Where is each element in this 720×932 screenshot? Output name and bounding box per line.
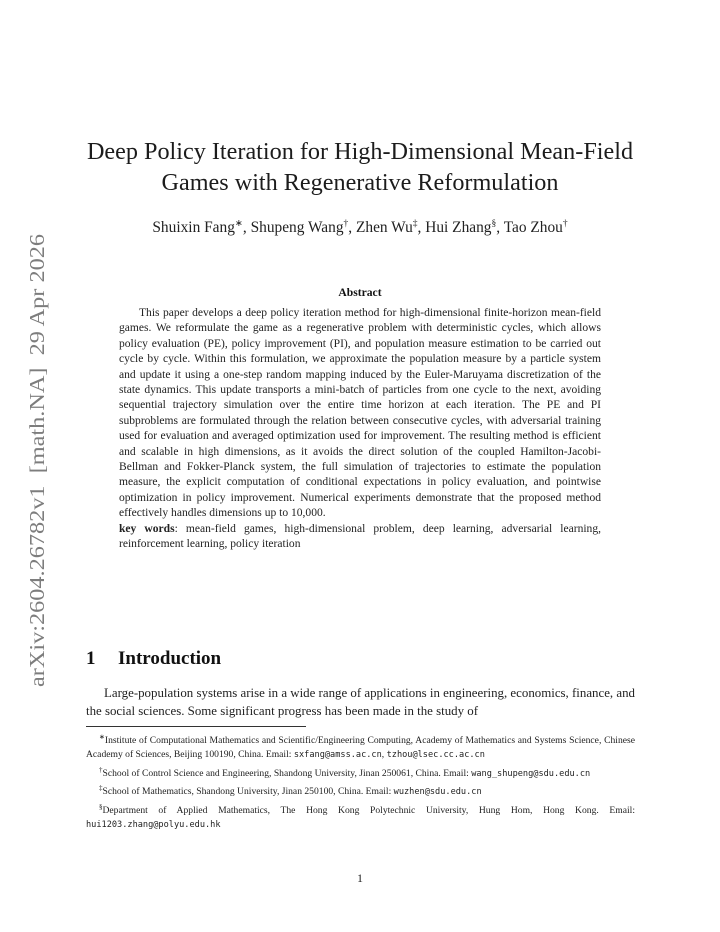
affiliation-mark: ∗ bbox=[234, 219, 243, 229]
affiliation-mark: † bbox=[562, 219, 568, 229]
author-name: Shupeng Wang bbox=[250, 219, 344, 237]
author-separator: , bbox=[496, 219, 504, 237]
author-name: Hui Zhang bbox=[425, 219, 492, 237]
keywords-label: key words bbox=[119, 522, 175, 535]
footnote-mark: ‡ bbox=[99, 784, 103, 793]
footnotes bbox=[86, 730, 635, 833]
email-link[interactable]: tzhou@lsec.cc.ac.cn bbox=[386, 750, 485, 761]
author bbox=[504, 219, 568, 236]
footnote bbox=[86, 800, 635, 833]
arxiv-identifier-vertical bbox=[16, 232, 52, 687]
introduction-paragraph: Large-population systems arise in a wide range of applications in engineering, economics, finance, and the social sciences. Some significant progress has been made in the study of bbox=[86, 686, 635, 718]
author-separator: , bbox=[417, 219, 426, 237]
affiliation-mark: § bbox=[491, 219, 497, 229]
footnote-text: School of Mathematics, Shandong University, Jinan 250100, China. Email: bbox=[102, 786, 394, 798]
author bbox=[251, 219, 356, 236]
paper-title-line-2: Games with Regenerative Reformulation bbox=[161, 169, 559, 196]
author-name: Shuixin Fang bbox=[152, 219, 235, 237]
keywords-list: : mean-field games, high-dimensional problem, deep learning, adversarial learning, reinforcement learning, policy iteration bbox=[119, 522, 601, 551]
author-separator: , bbox=[242, 219, 251, 237]
footnote-mark: § bbox=[99, 802, 103, 811]
section-title: Introduction bbox=[118, 648, 222, 669]
affiliation-mark: ‡ bbox=[412, 219, 418, 229]
author bbox=[425, 219, 503, 236]
footnote-text: Institute of Computational Mathematics and Scientific/Engineering Computing, Academy of Mathematics and Systems Science, Chinese Academy of Sciences, Beijing 100190, China. Email: bbox=[86, 735, 635, 761]
footnote-text: Department of Applied Mathematics, The Hong Kong Polytechnic University, Hung Hom, Hong Kong. Email: bbox=[102, 804, 635, 816]
paper-title bbox=[60, 136, 660, 198]
author-separator: , bbox=[348, 219, 356, 237]
arxiv-identifier bbox=[16, 232, 52, 687]
abstract-body: This paper develops a deep policy iteration method for high-dimensional finite-horizon mean-field games. We reformulate the game as a regenerative problem with deterministic cycles, which allows policy evaluation (PE), policy improvement (PI), and population measure estimation to be carried out cycle by cycle. Within this formulation, we approximate the population measure by a particle system and update it using a one-step random mapping induced by the Euler-Maruyama discretization of the state dynamics. This update transports a mini-batch of particles from one cycle to the next, avoiding sequential trajectory simulation over the entire time horizon at each iteration. The PE and PI subproblems are formulated through the relation between consecutive cycles, with adversarial training used for evaluation and averaged optimization used for improvement. The resulting method is efficient and scalable in high dimensions, as it avoids the direct solution of the coupled Hamilton-Jacobi-Bellman and Fokker-Planck system, the full simulation of trajectories to estimate the population measure, the explicit computation of conditional expectations in policy evaluation, and pointwise optimization in policy improvement. Numerical experiments demonstrate that the proposed method effectively handles dimensions up to 10,000. bbox=[119, 307, 601, 520]
arxiv-identifier-text: arXiv:2604.26782v1 [math.NA] 29 Apr 2026 bbox=[25, 285, 49, 687]
footnote-divider bbox=[86, 726, 306, 727]
author-list bbox=[60, 218, 660, 237]
email-link[interactable]: hui1203.zhang@polyu.edu.hk bbox=[86, 820, 221, 831]
author-name: Zhen Wu bbox=[355, 219, 413, 237]
author-name: Tao Zhou bbox=[503, 219, 563, 237]
footnote-text: School of Control Science and Engineering, Shandong University, Jinan 250061, China. Email: bbox=[102, 767, 472, 779]
email-link[interactable]: wang_shupeng@sdu.edu.cn bbox=[471, 768, 591, 779]
affiliation-mark: † bbox=[343, 219, 349, 229]
section-number: 1 bbox=[86, 648, 96, 669]
author bbox=[152, 219, 250, 236]
footnote bbox=[86, 763, 635, 781]
author bbox=[356, 219, 425, 236]
abstract-heading: Abstract bbox=[338, 286, 382, 299]
footnote bbox=[86, 730, 635, 763]
paper-title-line-1: Deep Policy Iteration for High-Dimensional Mean-Field bbox=[86, 138, 634, 165]
keywords bbox=[119, 522, 601, 553]
email-link[interactable]: wuzhen@sdu.edu.cn bbox=[393, 787, 482, 798]
section-heading bbox=[86, 648, 221, 670]
footnote-separator: , bbox=[381, 749, 387, 761]
footnote bbox=[86, 781, 635, 799]
footnote-mark: † bbox=[99, 765, 103, 774]
footnote-mark: ∗ bbox=[99, 733, 105, 741]
email-link[interactable]: sxfang@amss.ac.cn bbox=[293, 750, 382, 761]
abstract bbox=[119, 306, 601, 553]
page-number: 1 bbox=[357, 871, 363, 885]
